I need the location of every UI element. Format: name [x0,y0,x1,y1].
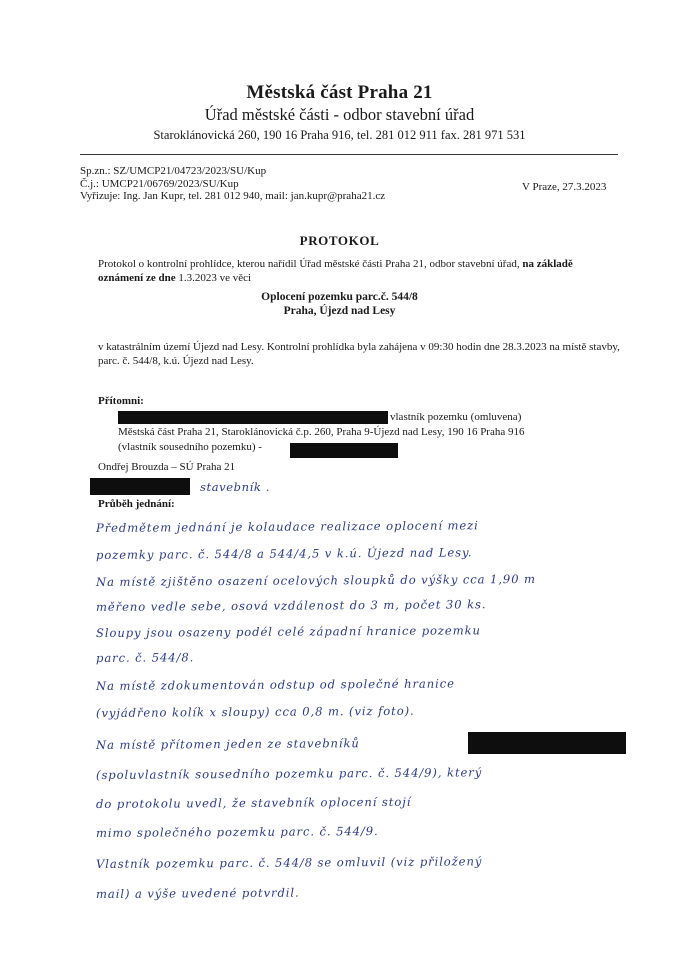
vyrizuje: Vyřizuje: Ing. Jan Kupr, tel. 281 012 940, mail: jan.kupr@praha21.cz [80,190,386,202]
cislo-jednaci: Č.j.: UMCP21/06769/2023/SU/Kup [80,177,239,190]
place-paragraph: v katastrálním území Újezd nad Lesy. Kontrolní prohlídka byla zahájena v 09:30 hodin dne 28.3.2023 na místě stavby, parc. č. 544/8, k.ú. Újezd nad Lesy. [98,341,620,367]
office-address: Staroklánovická 260, 190 16 Praha 916, tel. 281 012 911 fax. 281 971 531 [153,128,526,142]
handwritten-line: Na místě zdokumentován odstup od společné hranice [95,676,455,693]
redaction-bar [290,443,398,458]
mc-attendee: Městská část Praha 21, Staroklánovická č.p. 260, Praha 9-Újezd nad Lesy, 190 16 Praha 916 [118,426,525,438]
handwritten-line: Předmětem jednání je kolaudace realizace oplocení mezi [95,518,479,535]
handwritten-line: Vlastník pozemku parc. č. 544/8 se omluvil (viz přiložený [95,854,483,871]
subject-line-2: Praha, Újezd nad Lesy [283,305,396,317]
handwritten-line: parc. č. 544/8. [95,650,195,665]
handwritten-line: (spoluvlastník sousedního pozemku parc. č. 544/9), který [95,765,483,782]
handwritten-line: Sloupy jsou osazeny podél celé západní hranice pozemku [95,623,481,640]
handwritten-line: mail) a výše uvedené potvrdil. [95,885,300,901]
header-divider [80,154,618,155]
handwritten-line: mimo společného pozemku parc. č. 544/9. [95,824,379,840]
handwritten-line: pozemky parc. č. 544/8 a 544/4,5 v k.ú. Újezd nad Lesy. [95,545,473,562]
handwritten-line: (vyjádřeno kolík x sloupy) cca 0,8 m. (viz foto). [95,703,415,720]
stavebnik-handwritten: stavebník . [200,480,271,494]
intro-bold: na základě oznámení ze dne [98,258,573,284]
intro-text-2: 1.3.2023 ve věci [175,272,252,284]
document-date: V Praze, 27.3.2023 [522,181,607,193]
proceedings-label: Průběh jednání: [98,498,175,510]
subject-line-1: Oplocení pozemku parc.č. 544/8 [261,291,418,303]
handwritten-line: Na místě zjištěno osazení ocelových sloupků do výšky cca 1,90 m [95,571,536,589]
intro-text-1: Protokol o kontrolní prohlídce, kterou nařídil Úřad městské části Praha 21, odbor stavební úřad, [98,258,523,270]
intro-paragraph [98,257,620,285]
owner-role: vlastník pozemku (omluvena) [390,411,522,423]
handwritten-line: do protokolu uvedl, že stavebník oplocení stojí [95,794,412,811]
reference-block [80,165,385,203]
org-name: Městská část Praha 21 [246,82,433,103]
handwritten-line: Na místě přítomen jeden ze stavebníků [95,736,360,752]
office-name: Úřad městské části - odbor stavební úřad [204,105,475,124]
subject-block [0,290,679,318]
redaction-bar [90,478,190,495]
document-title: PROTOKOL [299,233,380,248]
redaction-bar [468,732,626,754]
attendees-label: Přítomni: [98,395,144,407]
handwritten-line: měřeno vedle sebe, osová vzdálenost do 3 m, počet 30 ks. [95,597,487,614]
neighbor-role: (vlastník sousedního pozemku) - [118,441,262,453]
su-attendee: Ondřej Brouzda – SÚ Praha 21 [98,461,236,473]
spisova-znacka: Sp.zn.: SZ/UMCP21/04723/2023/SU/Kup [80,165,267,177]
redaction-bar [118,411,388,424]
